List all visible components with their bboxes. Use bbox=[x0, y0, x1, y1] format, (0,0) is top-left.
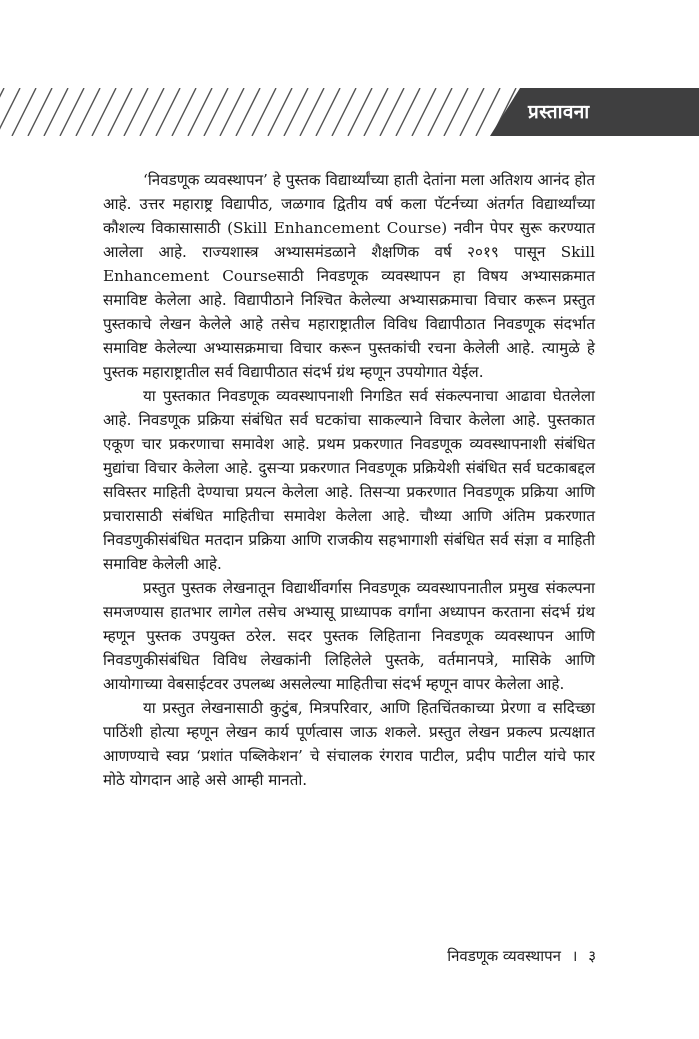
header-stripes-decoration bbox=[0, 88, 540, 136]
header-stripe bbox=[156, 88, 180, 136]
header-stripe bbox=[396, 88, 420, 136]
header-stripe bbox=[76, 88, 100, 136]
paragraph-2: या पुस्तकात निवडणूक व्यवस्थापनाशी निगडित सर्व संकल्पनाचा आढावा घेतलेला आहे. निवडणूक प्रक्रिया संबंधित सर्व घटकांचा साकल्याने विचार केलेला आहे. पुस्तकात एकूण चार प्रकरणाचा समावेश आहे. प्रथम प्रकरणात निवडणूक व्यवस्थापनाशी संबंधित मुद्यांचा विचार केलेला आहे. दुसऱ्या प्रकरणात निवडणूक प्रक्रियेशी संबंधित सर्व घटकाबद्दल सविस्तर माहिती देण्याचा प्रयत्न केलेला आहे. तिसऱ्या प्रकरणात निवडणूक प्रक्रिया आणि प्रचारासाठी संबंधित माहितीचा समावेश केलेला आहे. चौथ्या आणि अंतिम प्रकरणात निवडणुकीसंबंधित मतदान प्रक्रिया आणि राजकीय सहभागाशी संबंधित सर्व संज्ञा व माहिती समाविष्ट केलेली आहे. bbox=[103, 387, 595, 573]
header-stripe bbox=[332, 88, 356, 136]
chapter-header bbox=[0, 88, 699, 136]
header-stripe bbox=[124, 88, 148, 136]
header-stripe bbox=[44, 88, 68, 136]
header-stripe bbox=[108, 88, 132, 136]
header-stripe bbox=[140, 88, 164, 136]
header-stripe bbox=[460, 88, 484, 136]
header-stripe bbox=[12, 88, 36, 136]
header-stripe bbox=[92, 88, 116, 136]
header-stripe bbox=[28, 88, 52, 136]
paragraph-4: या प्रस्तुत लेखनासाठी कुटुंब, मित्रपरिवार, आणि हितचिंतकाच्या प्रेरणा व सदिच्छा पाठिंशी होत्या म्हणून लेखन कार्य पूर्णत्वास जाऊ शकले. प्रस्तुत लेखन प्रकल्प प्रत्यक्षात आणण्याचे स्वप्न ‘प्रशांत पब्लिकेशन’ चे संचालक रंगराव पाटील, प्रदीप पाटील यांचे फार मोठे योगदान आहे असे आम्ही मानतो. bbox=[103, 699, 595, 789]
header-stripe bbox=[172, 88, 196, 136]
header-stripe bbox=[284, 88, 308, 136]
header-stripe bbox=[220, 88, 244, 136]
header-stripe bbox=[412, 88, 436, 136]
header-stripe bbox=[300, 88, 324, 136]
header-stripe bbox=[0, 88, 20, 136]
header-stripe bbox=[188, 88, 212, 136]
header-stripe bbox=[428, 88, 452, 136]
header-stripe bbox=[236, 88, 260, 136]
header-stripe bbox=[60, 88, 84, 136]
paragraph-1: ‘निवडणूक व्यवस्थापन’ हे पुस्तक विद्यार्थ्यांच्या हाती देतांना मला अतिशय आनंद होत आहे. उत्तर महाराष्ट्र विद्यापीठ, जळगाव द्वितीय वर्ष कला पॅटर्नच्या अंतर्गत विद्यार्थ्यांच्या कौशल्य विकासासाठी (Skill Enhancement Course) नवीन पेपर सुरू करण्यात आलेला आहे. राज्यशास्त्र अभ्यासमंडळाने शैक्षणिक वर्ष २०१९ पासून Skill Enhancement Courseसाठी निवडणूक व्यवस्थापन हा विषय अभ्यासक्रमात समाविष्ट केलेला आहे. विद्यापीठाने निश्चित केलेल्या अभ्यासक्रमाचा विचार करून प्रस्तुत पुस्तकाचे लेखन केलेले आहे तसेच महाराष्ट्रातील विविध विद्यापीठात निवडणूक संदर्भात समाविष्ट केलेल्या अभ्यासक्रमाचा विचार करून पुस्तकांची रचना केलेली आहे. त्यामुळे हे पुस्तक महाराष्ट्रातील सर्व विद्यापीठात संदर्भ ग्रंथ म्हणून उपयोगात येईल. bbox=[103, 171, 595, 381]
header-stripe bbox=[348, 88, 372, 136]
header-stripe bbox=[268, 88, 292, 136]
page-number: ३ bbox=[588, 947, 596, 965]
header-stripe bbox=[316, 88, 340, 136]
page-title: प्रस्तावना bbox=[528, 101, 590, 123]
header-stripe bbox=[364, 88, 388, 136]
preface-body bbox=[103, 168, 595, 792]
header-stripe bbox=[444, 88, 468, 136]
page-footer bbox=[300, 946, 596, 966]
header-stripe bbox=[0, 88, 4, 136]
footer-book-title: निवडणूक व्यवस्थापन bbox=[447, 947, 561, 965]
header-stripe bbox=[380, 88, 404, 136]
footer-separator: । bbox=[571, 947, 578, 965]
paragraph-3: प्रस्तुत पुस्तक लेखनातून विद्यार्थीवर्गास निवडणूक व्यवस्थापनातील प्रमुख संकल्पना समजण्यास हातभार लागेल तसेच अभ्यासू प्राध्यापक वर्गांना अध्यापन करताना संदर्भ ग्रंथ म्हणून पुस्तक उपयुक्त ठरेल. सदर पुस्तक लिहिताना निवडणूक व्यवस्थापन आणि निवडणुकीसंबंधित विविध लेखकांनी लिहिलेले पुस्तके, वर्तमानपत्रे, मासिके आणि आयोगाच्या वेबसाईटवर उपलब्ध असलेल्या माहितीचा संदर्भ म्हणून वापर केलेला आहे. bbox=[103, 579, 595, 693]
header-stripe bbox=[252, 88, 276, 136]
header-stripe bbox=[204, 88, 228, 136]
